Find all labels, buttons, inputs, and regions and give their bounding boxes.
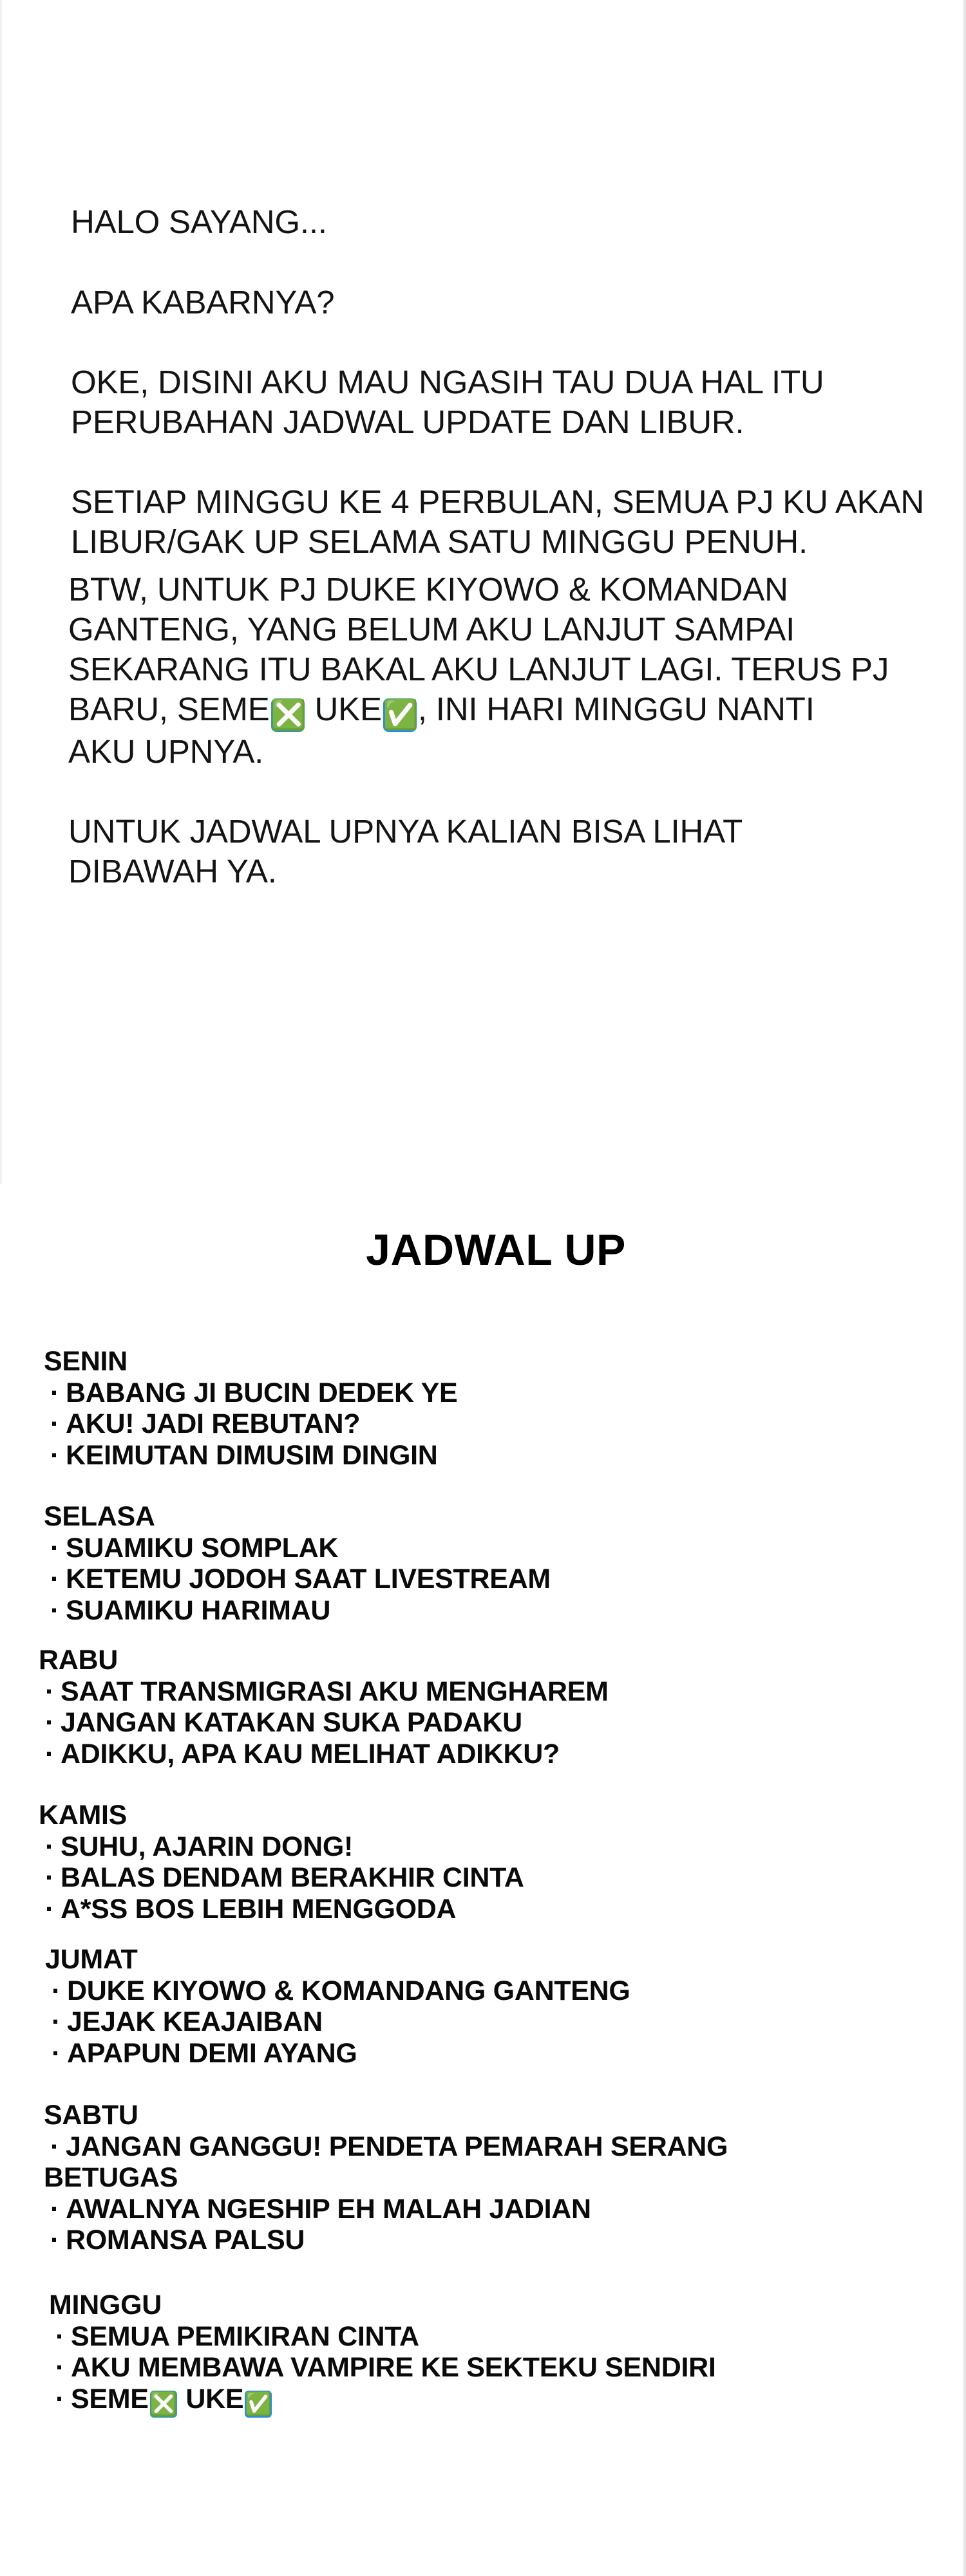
schedule-item-label: UKE (178, 2383, 244, 2414)
day-sabtu (44, 2100, 728, 2256)
schedule-item (39, 1676, 609, 1708)
schedule-item-label: SAAT TRANSMIGRASI AKU MENGHAREM (61, 1675, 609, 1707)
bullet: · (50, 2225, 60, 2255)
schedule-item (44, 1408, 457, 1440)
schedule-item-label: AKU! JADI REBUTAN? (66, 1408, 361, 1439)
btw-text-part3: , INI HARI MINGGU NANTI AKU UPNYA. (68, 691, 815, 770)
bullet: · (50, 1377, 60, 1408)
day-name: MINGGU (49, 2290, 162, 2320)
schedule-item-label: SUAMIKU HARIMAU (66, 1594, 331, 1626)
check-mark-icon: ✅ (383, 699, 419, 731)
schedule-item-label: BALAS DENDAM BERAKHIR CINTA (61, 1862, 524, 1893)
day-name: SELASA (44, 1501, 155, 1532)
bullet: · (44, 1707, 55, 1738)
schedule-item-label: ADIKKU, APA KAU MELIHAT ADIKKU? (61, 1738, 560, 1769)
schedule-item (39, 1739, 609, 1770)
day-name: RABU (39, 1645, 118, 1675)
btw-text-part2: UKE (305, 691, 382, 727)
btw-text-part1: BTW, UNTUK PJ DUKE KIYOWO & KOMANDAN GANTENG, YANG BELUM AKU LANJUT SAMPAI SEKARANG ITU BAKAL AKU LANJUT LAGI. TERUS PJ BARU, SEME (68, 571, 889, 727)
bullet: · (50, 1594, 60, 1626)
schedule-item-label: APAPUN DEMI AYANG (67, 2037, 357, 2069)
bullet: · (44, 1738, 55, 1769)
day-kamis (39, 1800, 524, 1925)
schedule-item-label: SUHU, AJARIN DONG! (61, 1831, 354, 1862)
schedule-note-line: UNTUK JADWAL UPNYA KALIAN BISA LIHAT DIBAWAH YA. (68, 813, 743, 890)
schedule-item (49, 2384, 716, 2418)
day-name: SABTU (44, 2100, 138, 2131)
schedule-item-label: DUKE KIYOWO & KOMANDANG GANTENG (67, 1975, 630, 2006)
bullet: · (44, 1831, 55, 1862)
day-minggu (49, 2290, 716, 2418)
schedule-item (45, 2038, 630, 2069)
schedule-item-label: SEMUA PEMIKIRAN CINTA (71, 2320, 419, 2352)
schedule-item (44, 2225, 728, 2256)
day-name: SENIN (44, 1346, 128, 1377)
bullet: · (51, 2037, 61, 2069)
page-right-edge (963, 0, 966, 2576)
schedule-item (45, 1975, 630, 2007)
schedule-item (44, 1533, 551, 1564)
day-senin (44, 1346, 457, 1471)
schedule-item-label: KETEMU JODOH SAAT LIVESTREAM (66, 1563, 551, 1594)
schedule-item (44, 1377, 457, 1409)
bullet: · (50, 2131, 60, 2162)
btw-paragraph (68, 570, 927, 772)
schedule-item (44, 1440, 457, 1471)
bullet: · (50, 1532, 60, 1563)
schedule-item (39, 1831, 524, 1863)
bullet: · (50, 2193, 60, 2225)
cross-mark-icon: ❎ (270, 699, 307, 731)
bullet: · (44, 1862, 55, 1893)
schedule-item-label: ROMANSA PALSU (66, 2225, 305, 2255)
schedule-item (49, 2352, 716, 2384)
bullet: · (50, 1563, 60, 1594)
cross-mark-icon: ❎ (149, 2391, 177, 2416)
schedule-item (44, 2194, 728, 2225)
day-selasa (44, 1501, 551, 1626)
bullet: · (44, 1675, 55, 1707)
bullet: · (51, 2006, 61, 2037)
announcement-text (68, 202, 927, 891)
day-name: KAMIS (39, 1800, 128, 1831)
schedule-item (39, 1707, 609, 1739)
schedule-item (39, 1862, 524, 1894)
schedule-item (44, 1563, 551, 1595)
schedule-item-label: AWALNYA NGESHIP EH MALAH JADIAN (66, 2193, 591, 2225)
schedule-item-label: SUAMIKU SOMPLAK (66, 1532, 339, 1563)
bullet: · (51, 1975, 61, 2006)
schedule-item (39, 1894, 524, 1925)
bullet: · (55, 2320, 65, 2352)
holiday-rule-line: SETIAP MINGGU KE 4 PERBULAN, SEMUA PJ KU AKAN LIBUR/GAK UP SELAMA SATU MINGGU PENUH. (71, 483, 924, 560)
schedule-item-label: JANGAN KATAKAN SUKA PADAKU (61, 1707, 522, 1738)
day-rabu (39, 1645, 609, 1769)
schedule-item (49, 2321, 716, 2353)
schedule-item-label: SEME (71, 2383, 149, 2414)
bullet: · (55, 2383, 65, 2414)
question-line: APA KABARNYA? (71, 284, 335, 321)
schedule-item (44, 2131, 728, 2163)
greeting-line: HALO SAYANG... (71, 203, 327, 240)
bullet: · (50, 1439, 60, 1471)
day-jumat (45, 1944, 630, 2069)
day-name: JUMAT (45, 1944, 138, 1975)
schedule-item-label: AKU MEMBAWA VAMPIRE KE SEKTEKU SENDIRI (71, 2352, 716, 2383)
page-left-edge (0, 0, 2, 1184)
schedule-item-label: JEJAK KEAJAIBAN (67, 2006, 323, 2037)
schedule-item-label: BABANG JI BUCIN DEDEK YE (66, 1377, 458, 1408)
announcement-line: OKE, DISINI AKU MAU NGASIH TAU DUA HAL ITU PERUBAHAN JADWAL UPDATE DAN LIBUR. (71, 364, 824, 440)
bullet: · (44, 1893, 55, 1925)
schedule-item-label: KEIMUTAN DIMUSIM DINGIN (66, 1439, 438, 1471)
check-mark-icon: ✅ (245, 2391, 272, 2416)
schedule-title: JADWAL UP (366, 1226, 626, 1274)
schedule-item-label: JANGAN GANGGU! PENDETA PEMARAH SERANG (66, 2131, 728, 2162)
schedule-item-continuation: BETUGAS (44, 2162, 178, 2193)
schedule-item (45, 2006, 630, 2038)
bullet: · (50, 1408, 60, 1439)
bullet: · (55, 2352, 65, 2383)
schedule-item-label: A*SS BOS LEBIH MENGGODA (61, 1893, 457, 1925)
schedule-item (44, 1595, 551, 1627)
